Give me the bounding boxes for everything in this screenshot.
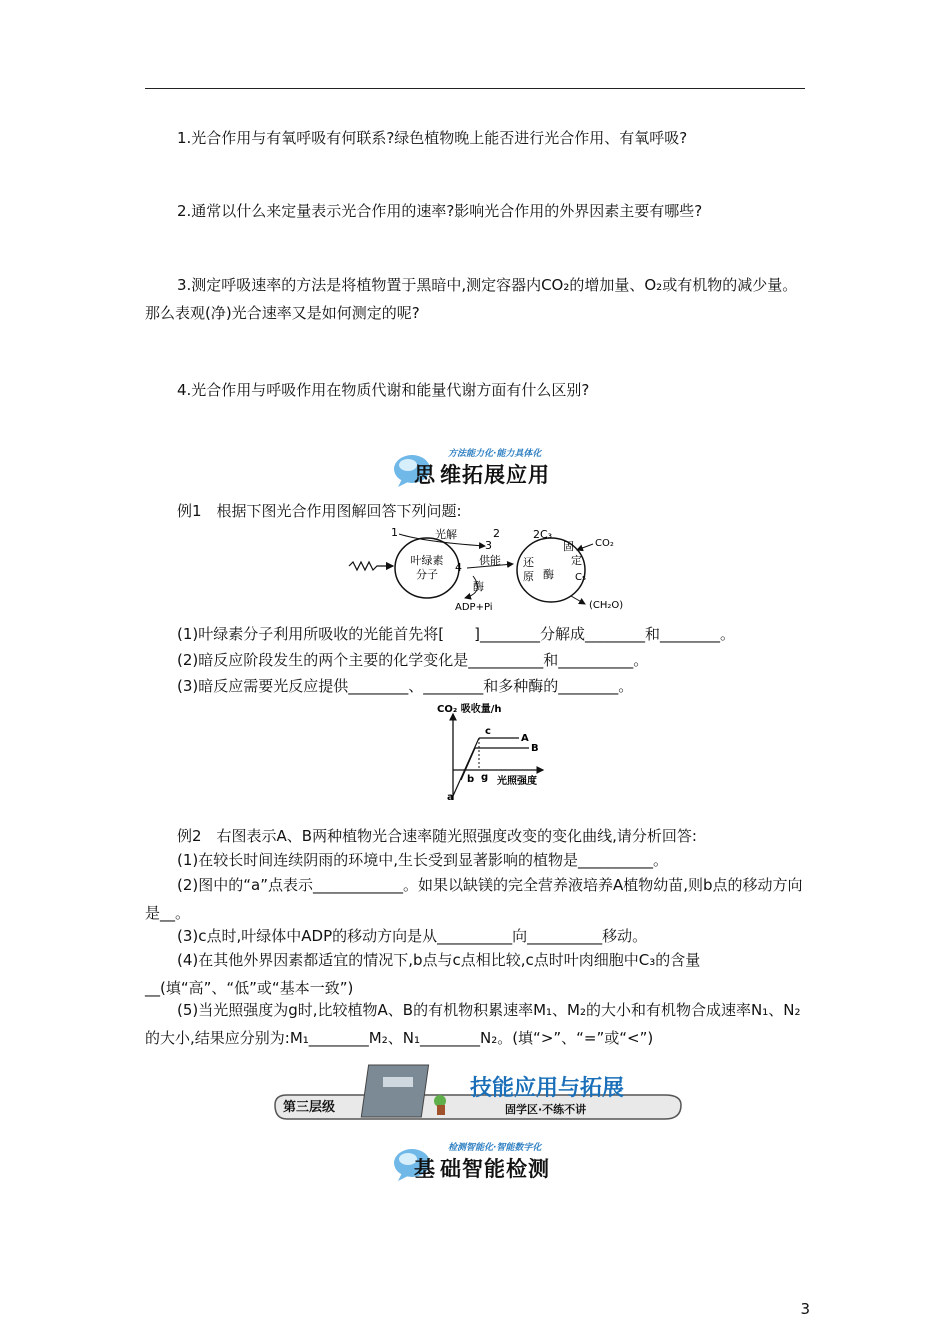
label-c5: C₅ (575, 572, 586, 583)
label-4: 4 (455, 561, 462, 574)
curve-A-label: A (521, 733, 529, 744)
banner-head-char: 思 (414, 463, 436, 487)
example1-q3: (3)暗反应需要光反应提供________、________和多种酶的________。 (177, 677, 634, 695)
point-b-label: b (467, 774, 475, 785)
label-2c3: 2C₃ (533, 528, 553, 541)
section3-title: 技能应用与拓展 (470, 1076, 625, 1101)
label-adp: ADP+Pi (455, 602, 493, 613)
example2-intro: 例2 右图表示A、B两种植物光合速率随光照强度改变的变化曲线,请分析回答: (177, 827, 697, 845)
label-energy: 供能 (479, 554, 501, 567)
label-fix-1: 固 (563, 540, 574, 553)
book-icon (361, 1065, 428, 1117)
section3-banner (265, 1055, 685, 1125)
point-c-label: c (485, 726, 491, 737)
section-banner-basic (392, 1140, 592, 1186)
example2-q5: (5)当光照强度为g时,比较植物A、B的有机物积累速率M₁、M₂的大小和有机物合成速率N₁、N₂的大小,结果应分别为:M₁________M₂、N₁________N₂。(填“>”、“=”或“<”) (145, 1001, 801, 1047)
label-1: 1 (391, 526, 398, 539)
banner-title: 础智能检测 (440, 1157, 550, 1181)
photosynthesis-diagram (345, 524, 635, 614)
section3-subtitle: 固学区·不练不讲 (505, 1103, 587, 1116)
graph-xlabel: 光照强度 (497, 776, 537, 787)
example1-q2: (2)暗反应阶段发生的两个主要的化学变化是__________和__________。 (177, 651, 649, 669)
example2-q2: (2)图中的“a”点表示____________。如果以缺镁的完全营养液培养A植物幼苗,则b点的移动方向是__。 (145, 876, 803, 922)
banner-title: 维拓展应用 (440, 463, 550, 487)
graph-ylabel: CO₂ 吸收量/h (437, 704, 502, 715)
leaf-label-1: 叶绿素 (410, 554, 444, 567)
page-number: 3 (800, 1300, 810, 1318)
label-photolysis: 光解 (435, 528, 457, 541)
banner-head-char: 基 (414, 1157, 436, 1181)
question-4: 4.光合作用与呼吸作用在物质代谢和能量代谢方面有什么区别? (177, 381, 590, 399)
question-3: 3.测定呼吸速率的方法是将植物置于黑暗中,测定容器内CO₂的增加量、O₂或有机物的减少量。那么表观(净)光合速率又是如何测定的呢? (145, 276, 798, 322)
example2-q4: (4)在其他外界因素都适宜的情况下,b点与c点相比较,c点时叶肉细胞中C₃的含量__(填“高”、“低”或“基本一致”) (145, 951, 701, 997)
example1-q1: (1)叶绿素分子利用所吸收的光能首先将[ ]________分解成________和________。 (177, 625, 735, 643)
label-enzyme-2: 酶 (543, 568, 554, 581)
section-banner-thinking (392, 446, 592, 492)
label-ch2o: (CH₂O) (589, 600, 624, 611)
example2-q1: (1)在较长时间连续阴雨的环境中,生长受到显著影响的植物是__________。 (177, 851, 669, 869)
light-zigzag (349, 562, 393, 570)
question-2: 2.通常以什么来定量表示光合作用的速率?影响光合作用的外界因素主要有哪些? (177, 202, 703, 220)
banner-subtitle: 检测智能化·智能数字化 (448, 1143, 542, 1153)
question-1: 1.光合作用与有氧呼吸有何联系?绿色植物晚上能否进行光合作用、有氧呼吸? (177, 129, 688, 147)
example1-intro: 例1 根据下图光合作用图解回答下列问题: (177, 502, 462, 520)
label-co2: CO₂ (595, 538, 614, 549)
label-3: 3 (485, 539, 492, 552)
leaf-label-2: 分子 (416, 568, 438, 581)
banner-subtitle: 方法能力化·能力具体化 (448, 449, 542, 459)
point-g-label: g (481, 772, 489, 783)
point-a-label: a (447, 792, 454, 803)
label-2: 2 (493, 527, 500, 540)
light-intensity-graph (425, 700, 555, 806)
curve-A-rise (453, 738, 479, 796)
label-enzyme-1: 酶 (473, 580, 484, 593)
curve-B-label: B (531, 743, 539, 754)
section3-level: 第三层级 (283, 1100, 336, 1115)
example2-q3: (3)c点时,叶绿体中ADP的移动方向是从__________向__________移动。 (177, 927, 648, 945)
label-reduce-1: 还 (523, 556, 534, 569)
header-rule (145, 88, 805, 89)
label-reduce-2: 原 (523, 570, 534, 583)
label-fix-2: 定 (571, 554, 582, 567)
